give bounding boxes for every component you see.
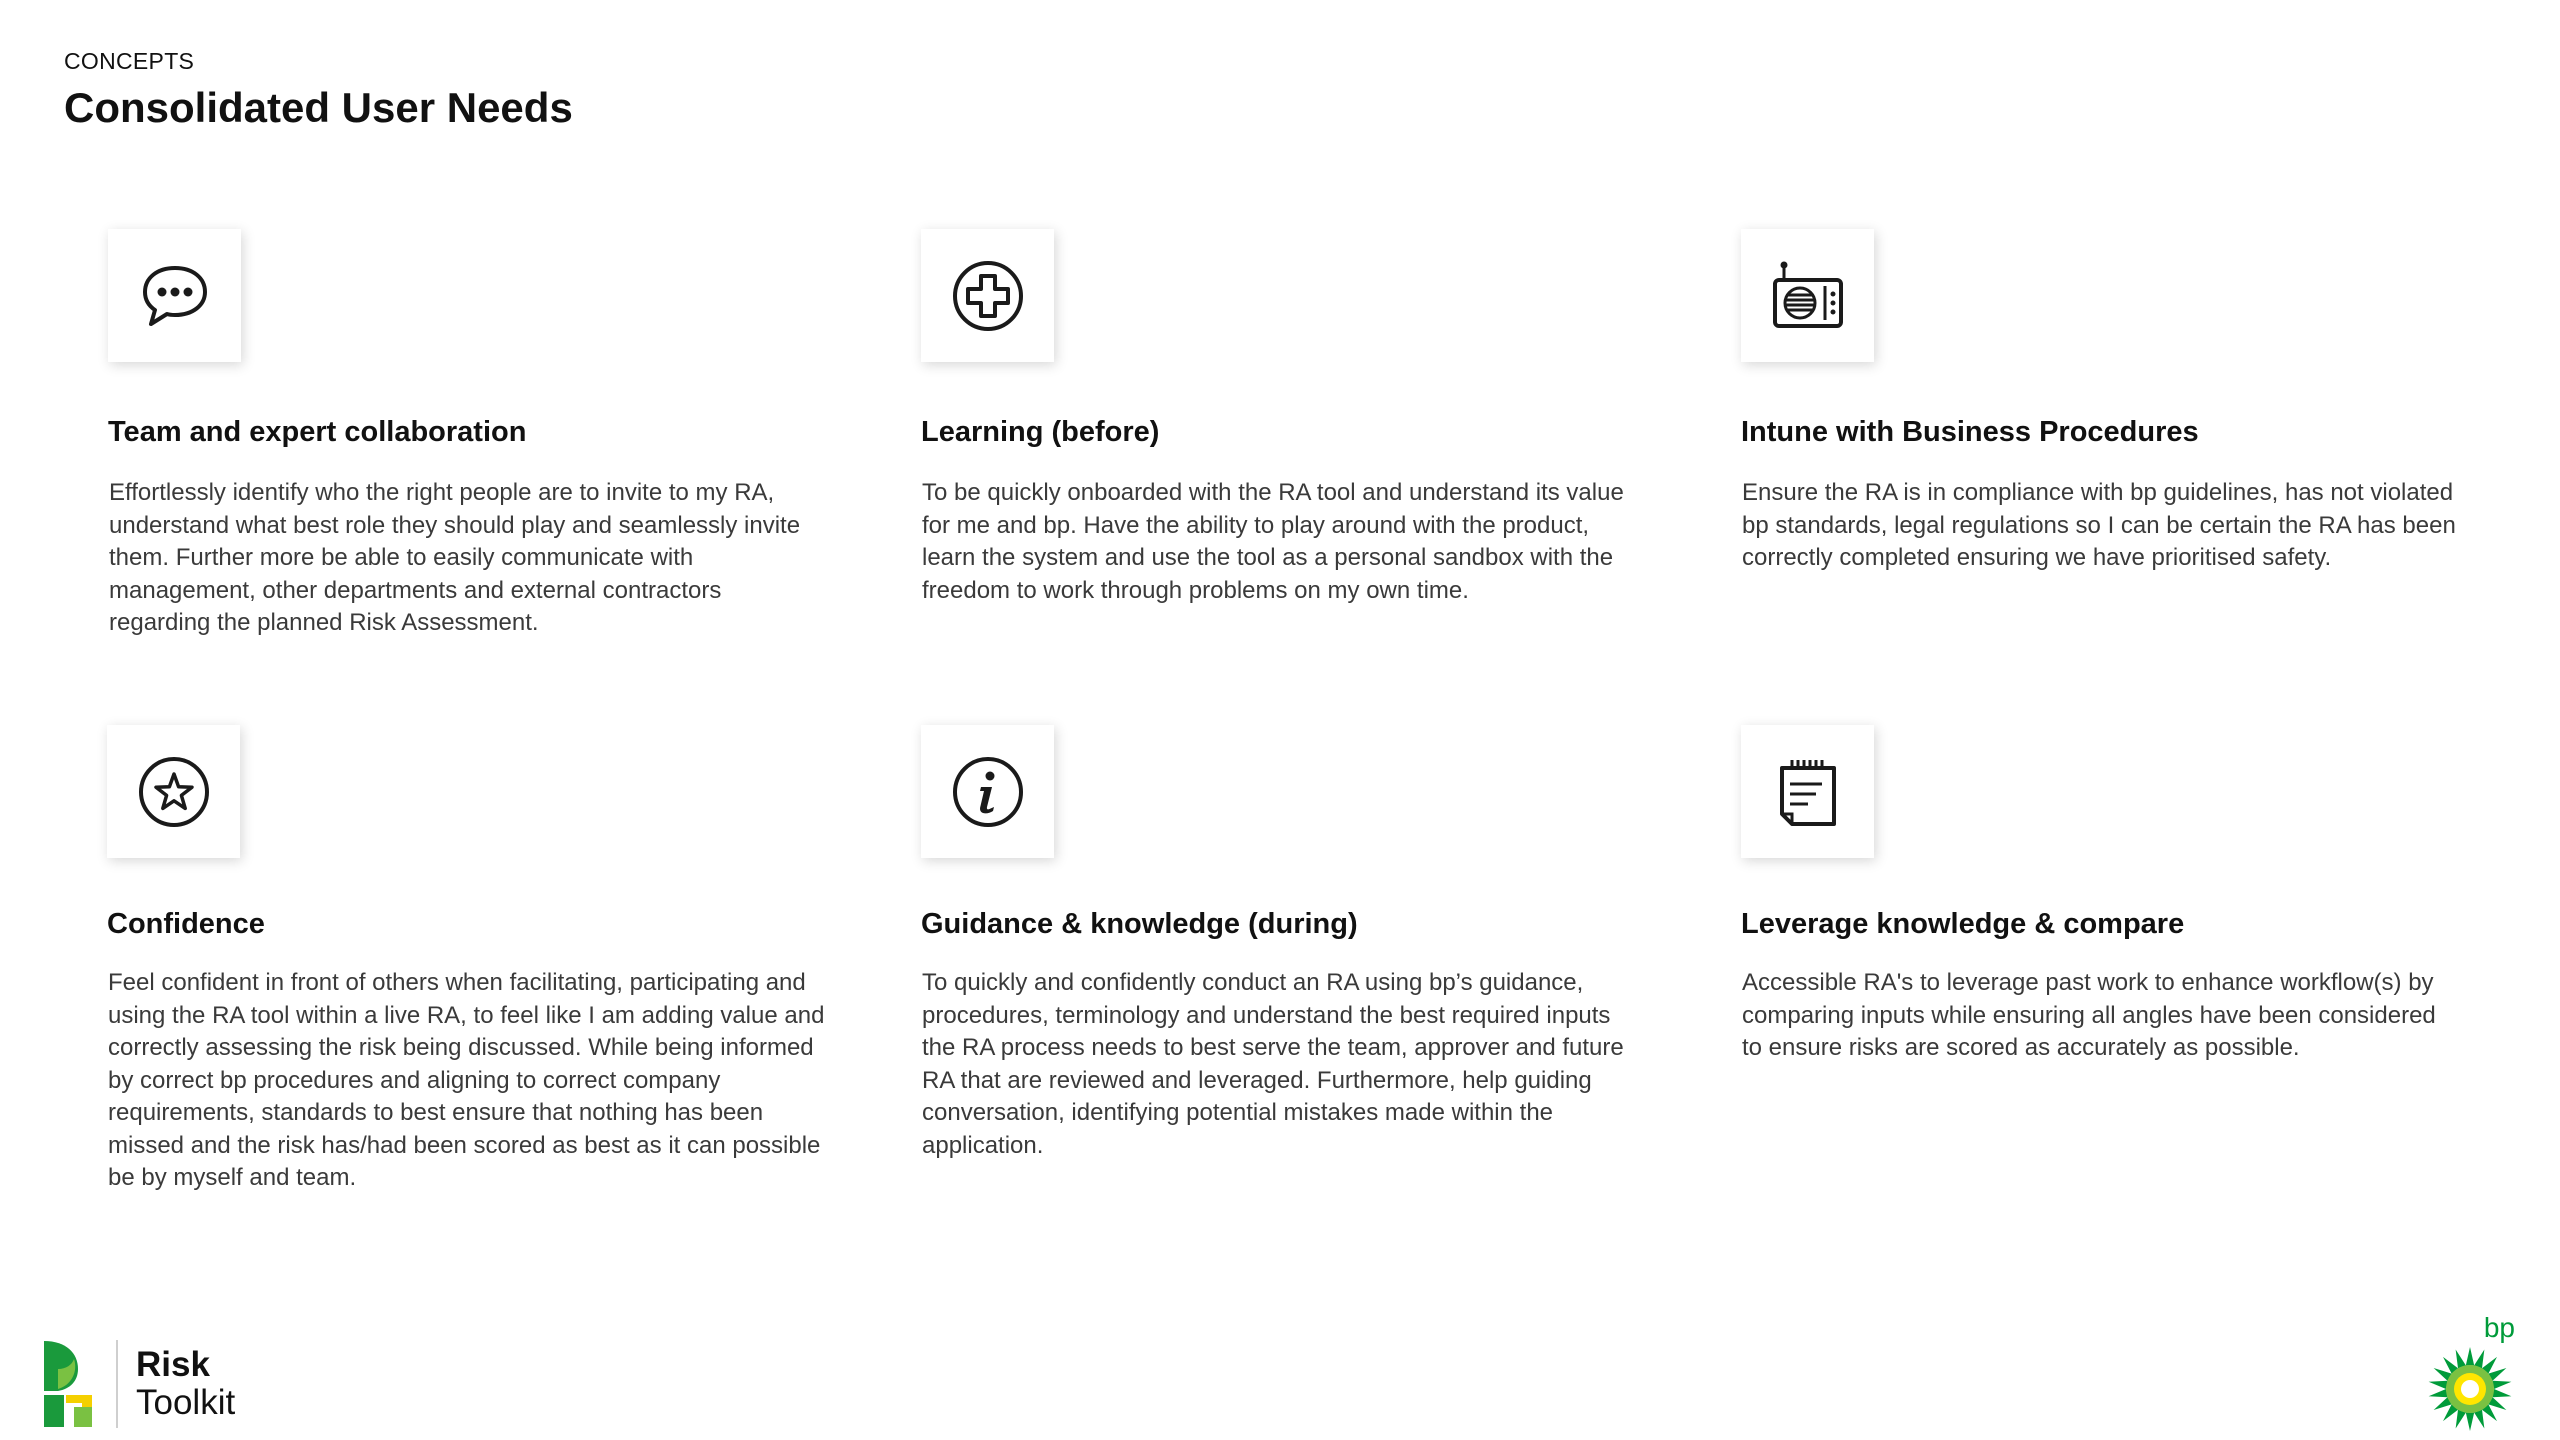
page-title: Consolidated User Needs xyxy=(64,84,573,131)
bp-logo xyxy=(2425,1312,2525,1432)
need-title: Guidance & knowledge (during) xyxy=(921,908,1358,940)
need-description: To quickly and confidently conduct an RA using bp’s guidance, procedures, terminology and understand the best required inputs the RA process needs to best serve the team, approver and future RA that are reviewed and leveraged. Furthermore, help guiding conversation, identifying potential mistakes made within the application. xyxy=(922,969,1624,1159)
logo-word-toolkit: Toolkit xyxy=(136,1383,236,1422)
need-description: Ensure the RA is in compliance with bp guidelines, has not violated bp standards, legal regulations so I can be certain the RA has been correctly completed ensuring we have prioritised safety. xyxy=(1742,479,2456,571)
icon-tile xyxy=(1741,725,1874,858)
need-card-leverage xyxy=(1741,725,2481,1061)
need-title: Leverage knowledge & compare xyxy=(1741,908,2185,940)
notepad-icon xyxy=(1770,754,1846,830)
radio-device-icon xyxy=(1770,258,1846,334)
speech-bubble-icon xyxy=(137,258,213,334)
risk-toolkit-logo xyxy=(44,1340,235,1428)
need-description: To be quickly onboarded with the RA tool and understand its value for me and bp. Have the ability to play around with the product, learn the system and use the tool as a personal sandbox with the freedom to work through problems on my own time. xyxy=(922,479,1624,604)
need-card-business-procedures xyxy=(1741,229,2481,571)
icon-tile xyxy=(1741,229,1874,362)
need-description: Accessible RA's to leverage past work to enhance workflow(s) by comparing inputs while ensuring all angles have been considered to ensure risks are scored as accurately as possible. xyxy=(1742,969,2436,1061)
logo-word-risk: Risk xyxy=(136,1345,210,1385)
risk-toolkit-wordmark xyxy=(136,1346,235,1422)
need-card-learning xyxy=(921,229,1661,604)
need-title: Learning (before) xyxy=(921,416,1160,448)
section-kicker: CONCEPTS xyxy=(64,48,195,74)
need-description: Feel confident in front of others when facilitating, participating and using the RA tool within a live RA, to feel like I am adding value and correctly assessing the risk being discussed. While being informed by correct bp procedures and aligning to correct company requirements, standards to best ensure that nothing has been missed and the risk has/had been scored as best as it can possible be by myself and team. xyxy=(108,969,825,1191)
need-card-confidence xyxy=(107,725,847,1191)
bp-helios-icon xyxy=(2427,1346,2513,1432)
need-card-collaboration xyxy=(108,229,848,636)
star-circle-icon xyxy=(136,754,212,830)
need-title: Confidence xyxy=(107,908,265,940)
plus-circle-icon xyxy=(950,258,1026,334)
need-card-guidance xyxy=(921,725,1661,1159)
logo-divider xyxy=(116,1340,118,1428)
icon-tile xyxy=(921,229,1054,362)
bp-wordmark: bp xyxy=(2483,1312,2515,1343)
icon-tile xyxy=(108,229,241,362)
need-description: Effortlessly identify who the right people are to invite to my RA, understand what best role they should play and seamlessly invite them. Further more be able to easily communicate with management, other departments and external contractors regarding the planned Risk Assessment. xyxy=(109,479,801,636)
info-circle-icon xyxy=(950,754,1026,830)
icon-tile xyxy=(921,725,1054,858)
icon-tile xyxy=(107,725,240,858)
need-title: Intune with Business Procedures xyxy=(1741,416,2199,448)
risk-toolkit-mark-icon xyxy=(44,1341,96,1427)
need-title: Team and expert collaboration xyxy=(108,416,527,448)
